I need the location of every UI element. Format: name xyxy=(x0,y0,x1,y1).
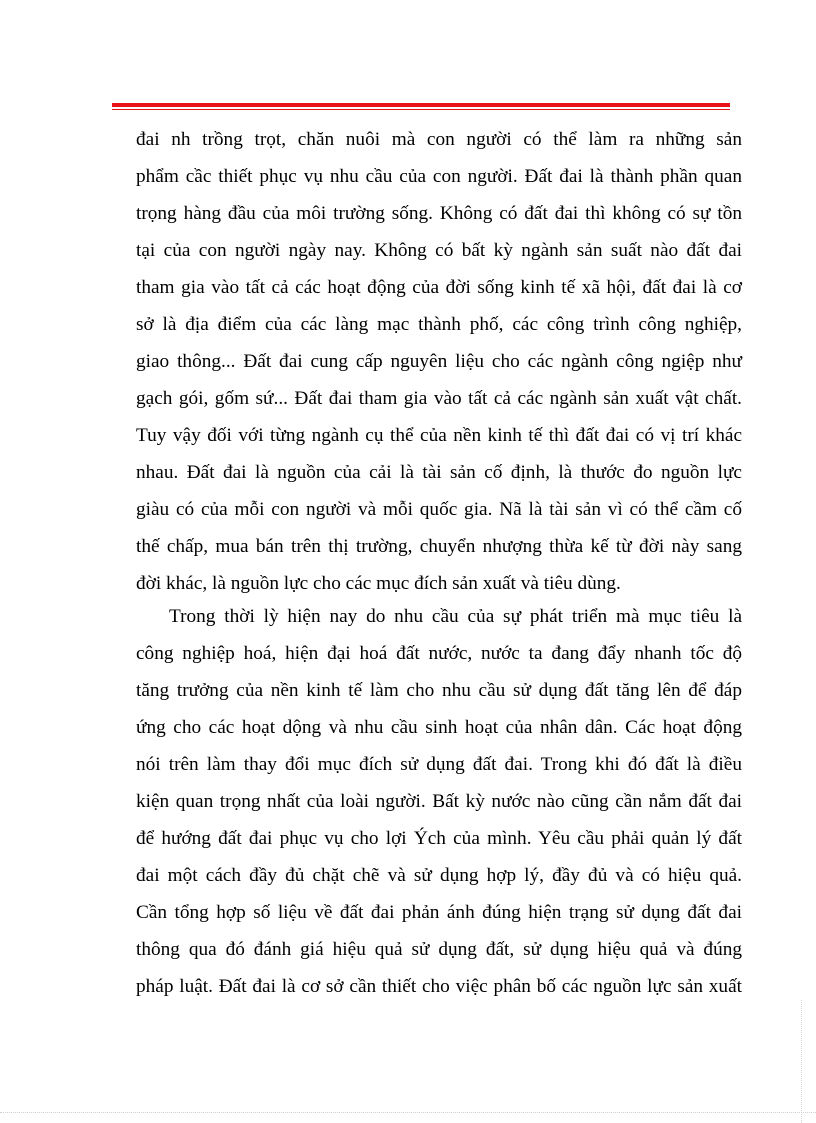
text-line: pháp luật. Đất đai là cơ sở cần thiết cho việc phân bố các nguồn lực sản xuất xyxy=(136,976,742,997)
paragraph-2 xyxy=(136,598,742,1005)
text-line: nhau. Đất đai là nguồn của cải là tài sản cố định, là thước đo nguồn lực xyxy=(136,462,742,483)
text-line: giàu có của mỗi con người và mỗi quốc gia. Nã là tài sản vì có thể cầm cố xyxy=(136,499,742,520)
text-line: đai một cách đầy đủ chặt chẽ và sử dụng hợp lý, đầy đủ và có hiệu quả. xyxy=(136,865,742,886)
text-line: đời khác, là nguồn lực cho các mục đích sản xuất và tiêu dùng. xyxy=(136,573,621,594)
header-rule-thin xyxy=(112,109,730,110)
text-line: sở là địa điểm của các làng mạc thành phố, các công trình công nghiệp, xyxy=(136,314,742,335)
text-line: phẩm cầc thiết phục vụ nhu cầu của con người. Đất đai là thành phần quan xyxy=(136,166,742,187)
text-line: Tuy vậy đối với từng ngành cụ thể của nền kinh tế thì đất đai có vị trí khác xyxy=(136,425,742,446)
paragraph-1 xyxy=(136,121,742,602)
text-line: ứng cho các hoạt dộng và nhu cầu sinh hoạt của nhân dân. Các hoạt động xyxy=(136,717,742,738)
text-line: kiện quan trọng nhất của loài người. Bất kỳ nước nào cũng cần nắm đất đai xyxy=(136,791,742,812)
text-line: tăng trưởng của nền kinh tế làm cho nhu cầu sử dụng đất tăng lên để đáp xyxy=(136,680,742,701)
page-bottom-border xyxy=(0,1112,816,1113)
text-line: công nghiệp hoá, hiện đại hoá đất nước, nước ta đang đẩy nhanh tốc độ xyxy=(136,643,742,664)
text-line: nói trên làm thay đổi mục đích sử dụng đất đai. Trong khi đó đất là điều xyxy=(136,754,742,775)
text-line: trọng hàng đầu của môi trường sống. Không có đất đai thì không có sự tồn xyxy=(136,203,742,224)
text-line: đai nh trồng trọt, chăn nuôi mà con người có thể làm ra những sản xyxy=(136,129,742,150)
text-line: gạch gói, gốm sứ... Đất đai tham gia vào tất cả các ngành sản xuất vật chất. xyxy=(136,388,742,409)
text-line: thông qua đó đánh giá hiệu quả sử dụng đất, sử dụng hiệu quả và đúng xyxy=(136,939,742,960)
header-rule xyxy=(112,103,730,107)
text-line: thế chấp, mua bán trên thị trường, chuyển nhượng thừa kế từ đời này sang xyxy=(136,536,742,557)
text-line: giao thông... Đất đai cung cấp nguyên liệu cho các ngành công ngiệp như xyxy=(136,351,742,372)
text-line: Cần tổng hợp số liệu về đất đai phản ánh đúng hiện trạng sử dụng đất đai xyxy=(136,902,742,923)
text-line: tham gia vào tất cả các hoạt động của đời sống kinh tế xã hội, đất đai là cơ xyxy=(136,277,742,298)
text-line: tại của con người ngày nay. Không có bất kỳ ngành sản suất nào đất đai xyxy=(136,240,742,261)
page-right-border xyxy=(801,1000,802,1123)
text-line: Trong thời lỳ hiện nay do nhu cầu của sự phát triển mà mục tiêu là xyxy=(169,606,742,627)
document-body xyxy=(136,121,742,1005)
text-line: để hướng đất đai phục vụ cho lợi Ých của mình. Yêu cầu phải quản lý đất xyxy=(136,828,742,849)
